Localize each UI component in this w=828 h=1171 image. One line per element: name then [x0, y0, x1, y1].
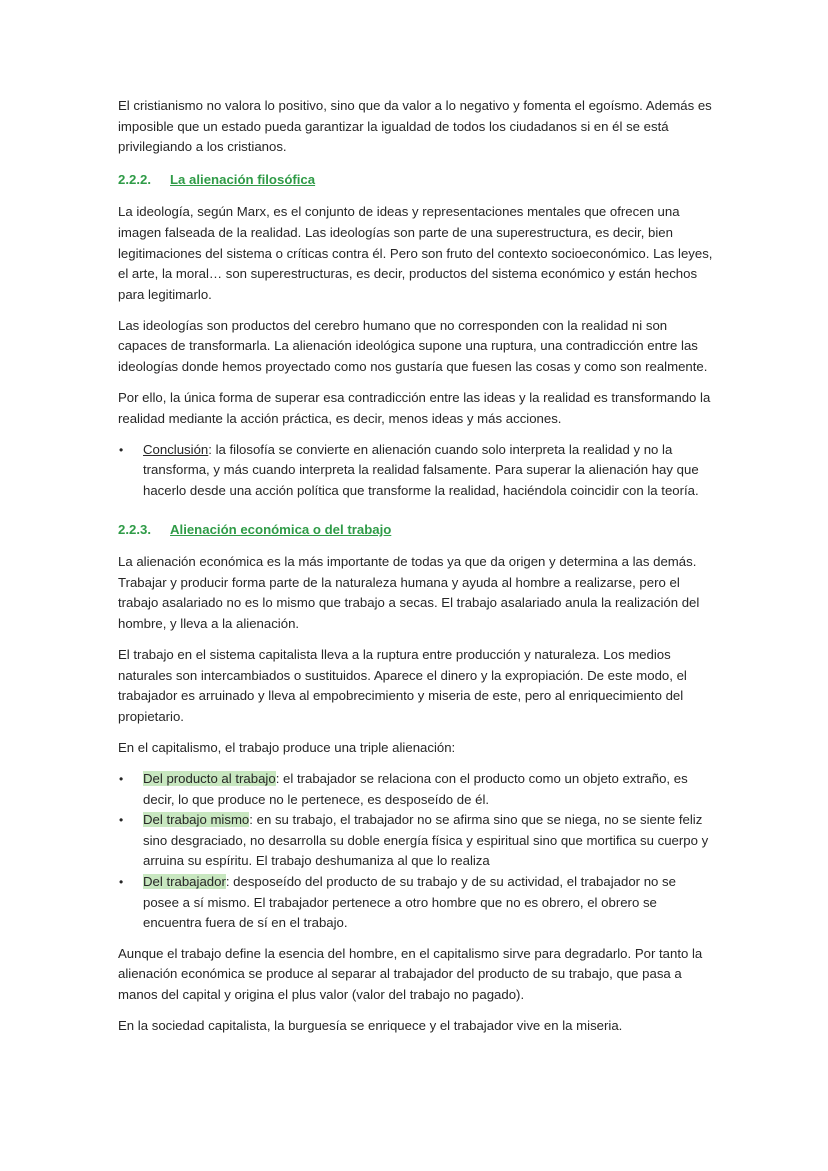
paragraph: En el capitalismo, el trabajo produce una triple alienación: — [118, 739, 456, 755]
intro-paragraph: El cristianismo no valora lo positivo, sino que da valor a lo negativo y fomenta el egoísmo. Además es imposible que un estado pueda garantizar la igualdad de todos los ciudadanos si en él se está privilegiando a los cristianos. — [118, 98, 712, 155]
list-item — [118, 769, 714, 810]
bullet-icon: • — [119, 875, 124, 889]
conclusion-lead: Conclusión — [143, 441, 209, 457]
highlighted-lead: Del producto al trabajo — [143, 771, 276, 787]
alienation-list — [118, 769, 714, 934]
paragraph: El trabajo en el sistema capitalista lleva a la ruptura entre producción y naturaleza. Los medios naturales son intercambiados o sustituidos. Aparece el dinero y la expropiación. De este modo, el trabajador es arruinado y lleva al empobrecimiento y miseria de este, pero al enriquecimiento del propietario. — [118, 647, 687, 724]
list-item-text: : el trabajador se relaciona con el producto como un objeto extraño, es decir, lo que produce no le pertenece, es desposeído de él. — [143, 771, 688, 807]
list-item-text: : en su trabajo, el trabajador no se afirma sino que se niega, no se siente feliz sino desgraciado, no desarrolla su doble energía física y espiritual sino que mortifica su cuerpo y arruina su espíritu. El trabajo deshumaniza al que lo realiza — [143, 812, 709, 869]
list-item — [118, 810, 714, 872]
bullet-icon: • — [119, 772, 124, 787]
bullet-icon: • — [119, 442, 124, 457]
paragraph: Por ello, la única forma de superar esa contradicción entre las ideas y la realidad es transformando la realidad mediante la acción práctica, es decir, menos ideas y más acciones. — [118, 390, 711, 426]
section-title: Alienación económica o del trabajo — [170, 521, 392, 537]
list-item-text: : desposeído del producto de su trabajo y de su actividad, el trabajador no se posee a sí mismo. El trabajador pertenece a otro hombre que no es obrero, el obrero se encuentra fuera de sí en el trabajo. — [143, 874, 676, 931]
section-number: 2.2.2. — [118, 171, 151, 187]
document-page — [118, 96, 714, 1047]
conclusion-list — [118, 440, 714, 502]
paragraph: La ideología, según Marx, es el conjunto de ideas y representaciones mentales que ofrecen una imagen falseada de la realidad. Las ideologías son parte de una superestructura, es decir, bien legitimaciones del sistema o críticas contra él. Pero son fruto del contexto socioeconómico. Las leyes, el arte, la moral… son superestructuras, es decir, productos del sistema económico y están hechos para legitimarlo. — [118, 204, 713, 302]
conclusion-text: : la filosofía se convierte en alienación cuando solo interpreta la realidad y no la transforma, y más cuando interpreta la realidad falsamente. Para superar la alienación hay que hacerlo desde una acción política que transforme la realidad, haciéndola coincidir con la teoría. — [143, 441, 699, 498]
section-number: 2.2.3. — [118, 521, 151, 537]
highlighted-lead: Del trabajo mismo — [143, 812, 250, 828]
paragraph: En la sociedad capitalista, la burguesía se enriquece y el trabajador vive en la miseria. — [118, 1018, 623, 1034]
bullet-icon: • — [119, 813, 124, 828]
section-heading-2-2-3 — [118, 520, 714, 541]
paragraph: Aunque el trabajo define la esencia del hombre, en el capitalismo sirve para degradarlo. Por tanto la alienación económica se produce al separar al trabajador del producto de su trabajo, que pasa a manos del capital y origina el plus valor (valor del trabajo no pagado). — [118, 945, 703, 1002]
paragraph: La alienación económica es la más importante de todas ya que da origen y determina a las demás. Trabajar y producir forma parte de la naturaleza humana y ayuda al hombre a realizarse, pero el trabajo asalariado no es lo mismo que trabajo a secas. El trabajo asalariado anula la realización del hombre, y lleva a la alienación. — [118, 554, 700, 631]
section-title: La alienación filosófica — [170, 171, 316, 187]
paragraph: Las ideologías son productos del cerebro humano que no corresponden con la realidad ni son capaces de transformarla. La alienación ideológica supone una ruptura, una contradicción entre las ideologías donde hemos proyectado como nos gustaría que fuesen las cosas y como son realmente. — [118, 317, 708, 375]
list-item — [118, 440, 714, 502]
list-item — [118, 872, 714, 934]
highlighted-lead: Del trabajador — [143, 874, 226, 889]
section-heading-2-2-2 — [118, 170, 714, 191]
